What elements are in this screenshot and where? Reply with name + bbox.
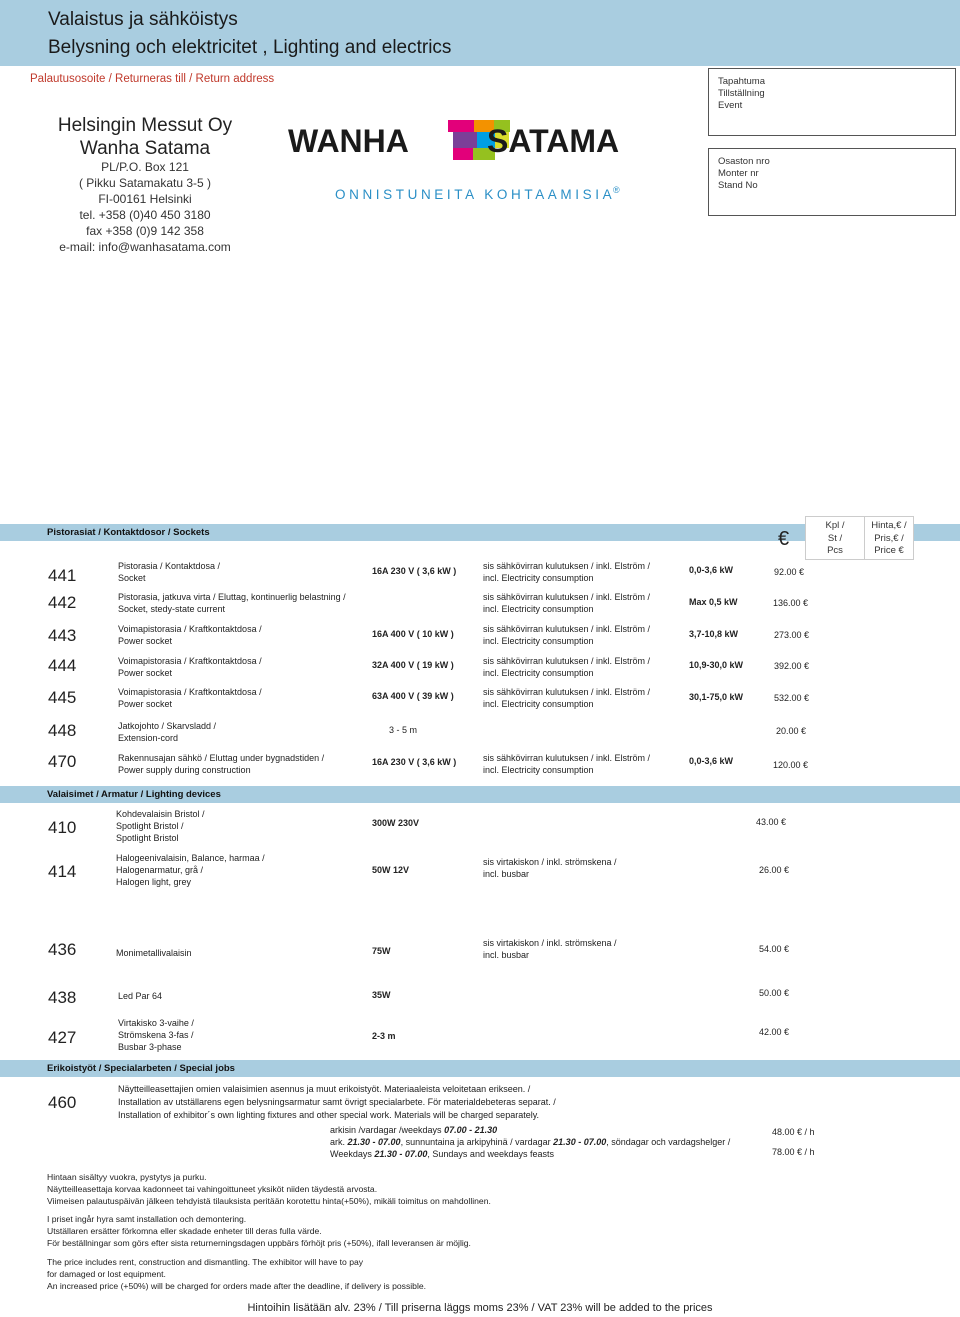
item-price: 42.00 € — [758, 1027, 789, 1037]
item-price: 392.00 € — [773, 661, 809, 671]
item-desc-line1: Kohdevalaisin Bristol / — [116, 809, 205, 819]
special-price-weekday: 48.00 € / h — [772, 1127, 815, 1137]
rate-overtime-b: 21.30 - 07.00 — [347, 1137, 401, 1147]
address-po-box: PL/P.O. Box 121 — [101, 160, 189, 174]
stand-label-en: Stand No — [718, 179, 758, 191]
item-consumption-line1: sis sähkövirran kulutuksen / inkl. Elström / — [483, 687, 651, 697]
item-desc-line2: Power socket — [118, 699, 173, 709]
item-desc-line3: Halogen light, grey — [116, 877, 192, 887]
rate-overtime-e: , söndagar och vardagshelger / — [606, 1137, 731, 1147]
item-consumption-line2: incl. Electricity consumption — [483, 668, 594, 678]
event-field[interactable] — [708, 68, 956, 136]
item-number: 427 — [48, 1028, 77, 1047]
address-fax: fax +358 (0)9 142 358 — [86, 224, 204, 238]
rate-overtime-d: 21.30 - 07.00 — [553, 1137, 607, 1147]
item-number: 443 — [48, 626, 77, 645]
item-spec: 16A 230 V ( 3,6 kW ) — [372, 566, 457, 576]
address-city: FI-00161 Helsinki — [98, 192, 192, 206]
item-consumption-line2: incl. Electricity consumption — [483, 604, 594, 614]
item-spec: 63A 400 V ( 39 kW ) — [372, 691, 454, 701]
special-section-title: Erikoistyöt / Specialarbeten / Special jobs — [47, 1063, 235, 1074]
item-price: 532.00 € — [773, 693, 809, 703]
item-desc-line1: Pistorasia / Kontaktdosa / — [118, 561, 221, 571]
item-spec: 2-3 m — [372, 1031, 396, 1041]
item-desc-line2: Extension-cord — [118, 733, 179, 743]
note-en-3: An increased price (+50%) will be charged for orders made after the deadline, if delivery is possible. — [47, 1281, 427, 1291]
item-spec: 35W — [372, 990, 391, 1000]
item-desc-line2: Power socket — [118, 668, 173, 678]
note-en-2: for damaged or lost equipment. — [47, 1269, 166, 1279]
price-header-sv: Pris,€ / — [874, 532, 904, 544]
event-label-en: Event — [718, 99, 743, 111]
item-desc-line3: Spotlight Bristol — [116, 833, 179, 843]
note-sv-2: Utställaren ersätter förkomna eller skadade enheter till deras fulla värde. — [47, 1226, 322, 1236]
item-desc-line1: Voimapistorasia / Kraftkontaktdosa / — [118, 656, 262, 666]
item-desc-line1: Pistorasia, jatkuva virta / Eluttag, kontinuerlig belastning / — [118, 592, 346, 602]
item-consumption-line1: sis virtakiskon / inkl. strömskena / — [483, 857, 617, 867]
item-number: 445 — [48, 688, 77, 707]
item-desc-line2: Socket, stedy-state current — [118, 604, 226, 614]
item-price: 26.00 € — [758, 865, 789, 875]
item-spec: 50W 12V — [372, 865, 410, 875]
item-spec: 300W 230V — [372, 818, 420, 828]
item-power: 30,1-75,0 kW — [689, 692, 744, 702]
item-consumption-line1: sis virtakiskon / inkl. strömskena / — [483, 938, 617, 948]
logo-wordmark-right: SATAMA — [487, 123, 620, 159]
item-number: 444 — [48, 656, 77, 675]
euro-column-header: € — [778, 528, 790, 550]
item-number: 470 — [48, 752, 77, 771]
item-price: 54.00 € — [758, 944, 789, 954]
special-desc-en: Installation of exhibitor´s own lighting fixtures and other special work. Materials will be charged separately. — [118, 1110, 540, 1120]
rate-weekday-label: arkisin /vardagar /weekdays — [330, 1125, 445, 1135]
item-desc-line1: Virtakisko 3-vaihe / — [118, 1018, 194, 1028]
item-desc-line1: Monimetallivalaisin — [116, 948, 192, 958]
item-number: 448 — [48, 721, 77, 740]
special-section-bar — [0, 1060, 960, 1077]
item-desc-line1: Voimapistorasia / Kraftkontaktdosa / — [118, 687, 262, 697]
qty-header-en: Pcs — [827, 545, 843, 556]
item-consumption-line2: incl. busbar — [483, 950, 530, 960]
item-desc-line1: Led Par 64 — [118, 991, 163, 1001]
item-price: 136.00 € — [772, 598, 808, 608]
stand-label-fi: Osaston nro — [718, 156, 770, 167]
item-desc-line3: Busbar 3-phase — [118, 1042, 182, 1052]
page-title-line1: Valaistus ja sähköistys — [48, 9, 238, 30]
special-rate-weekday — [330, 1124, 497, 1137]
item-consumption-line1: sis sähkövirran kulutuksen / inkl. Elström / — [483, 624, 651, 634]
note-fi-2: Näytteilleasettaja korvaa kadonneet tai vahingoittuneet yksiköt niiden täydestä arvosta. — [47, 1184, 378, 1194]
logo-registered-mark: ® — [613, 185, 620, 195]
logo-tagline: ONNISTUNEITA KOHTAAMISIA — [335, 187, 616, 202]
item-number: 460 — [48, 1093, 77, 1112]
item-number: 441 — [48, 566, 77, 585]
event-label-sv: Tillställning — [718, 87, 765, 99]
item-consumption-line2: incl. Electricity consumption — [483, 636, 594, 646]
item-price: 43.00 € — [755, 817, 786, 827]
wanha-satama-logo — [285, 120, 670, 210]
price-header-fi: Hinta,€ / — [871, 520, 907, 531]
item-consumption-line1: sis sähkövirran kulutuksen / inkl. Elström / — [483, 656, 651, 666]
address-email: e-mail: info@wanhasatama.com — [59, 240, 231, 254]
item-consumption-line2: incl. Electricity consumption — [483, 699, 594, 709]
special-price-overtime: 78.00 € / h — [772, 1147, 815, 1157]
item-spec: 3 - 5 m — [389, 725, 418, 735]
address-tel: tel. +358 (0)40 450 3180 — [79, 208, 211, 222]
item-desc-line1: Halogeenivalaisin, Balance, harmaa / — [116, 853, 265, 863]
item-desc-line2: Strömskena 3-fas / — [118, 1030, 194, 1040]
qty-column-header — [805, 516, 865, 560]
item-price: 273.00 € — [773, 630, 809, 640]
page-title-line2: Belysning och elektricitet , Lighting and electrics — [48, 37, 452, 58]
item-power: 3,7-10,8 kW — [689, 629, 739, 639]
item-number: 438 — [48, 988, 77, 1007]
item-price: 120.00 € — [772, 760, 808, 770]
item-number: 414 — [48, 862, 77, 881]
item-consumption-line1: sis sähkövirran kulutuksen / inkl. Elström / — [483, 561, 651, 571]
item-consumption-line1: sis sähkövirran kulutuksen / inkl. Elström / — [483, 592, 651, 602]
item-price: 50.00 € — [758, 988, 789, 998]
rate-weekday-hours: 07.00 - 21.30 — [444, 1125, 498, 1135]
item-desc-line1: Voimapistorasia / Kraftkontaktdosa / — [118, 624, 262, 634]
special-desc-fi: Näytteilleasettajien omien valaisimien asennus ja muut erikoistyöt. Materiaaleista veloitetaan erikseen. / — [118, 1084, 531, 1094]
note-fi-1: Hintaan sisältyy vuokra, pystytys ja purku. — [47, 1172, 207, 1182]
lighting-section-bar — [0, 786, 960, 803]
special-desc-sv: Installation av utställarens egen belysningsarmatur samt övrigt specialarbete. För materialdebeteras separat. / — [118, 1097, 556, 1107]
note-fi-3: Viimeisen palautuspäivän jälkeen tehdyistä tilauksista peritään korotettu hinta(+50%), mikäli toimitus on mahdollinen. — [47, 1196, 491, 1206]
stand-label-sv: Monter nr — [718, 167, 759, 179]
logo-wordmark-left: WANHA — [288, 123, 409, 159]
qty-header-fi: Kpl / — [825, 520, 845, 531]
item-desc-line2: Power socket — [118, 636, 173, 646]
special-rate-weekend — [330, 1148, 554, 1161]
item-power: 0,0-3,6 kW — [689, 756, 734, 766]
item-consumption-line2: incl. Electricity consumption — [483, 765, 594, 775]
item-number: 410 — [48, 818, 77, 837]
rate-overtime-a: ark. — [330, 1137, 348, 1147]
item-spec: 75W — [372, 946, 391, 956]
item-price: 92.00 € — [773, 567, 804, 577]
item-consumption-line2: incl. busbar — [483, 869, 530, 879]
item-desc-line2: Halogenarmatur, grå / — [116, 865, 204, 875]
item-number: 442 — [48, 593, 77, 612]
sockets-section-title: Pistorasiat / Kontaktdosor / Sockets — [47, 527, 210, 538]
price-column-header — [864, 516, 914, 560]
item-number: 436 — [48, 940, 77, 959]
item-spec: 32A 400 V ( 19 kW ) — [372, 660, 454, 670]
note-sv-1: I priset ingår hyra samt installation och demontering. — [47, 1214, 247, 1224]
note-en-1: The price includes rent, construction and dismantling. The exhibitor will have to pay — [47, 1257, 364, 1267]
special-rate-overtime — [330, 1136, 730, 1149]
lighting-section-title: Valaisimet / Armatur / Lighting devices — [47, 789, 221, 800]
item-consumption-line2: incl. Electricity consumption — [483, 573, 594, 583]
address-company: Helsingin Messut Oy — [57, 115, 233, 136]
item-spec: 16A 230 V ( 3,6 kW ) — [372, 757, 457, 767]
item-desc-line1: Jatkojohto / Skarvsladd / — [118, 721, 217, 731]
price-header-en: Price € — [874, 545, 904, 556]
rate-weekend-a: Weekdays — [330, 1149, 375, 1159]
item-power: Max 0,5 kW — [689, 597, 738, 607]
address-street: ( Pikku Satamakatu 3-5 ) — [78, 176, 212, 190]
vat-footer: Hintoihin lisätään alv. 23% / Till priserna läggs moms 23% / VAT 23% will be added to the prices — [247, 1302, 713, 1314]
item-consumption-line1: sis sähkövirran kulutuksen / inkl. Elström / — [483, 753, 651, 763]
item-desc-line2: Spotlight Bristol / — [116, 821, 184, 831]
qty-header-sv: St / — [827, 532, 843, 544]
note-sv-3: För beställningar som görs efter sista returnerningsdagen uppbärs förhöjt pris (+50%), ifall leveransen är möjlig. — [47, 1238, 471, 1248]
return-address-label: Palautusosoite / Returneras till / Return address — [30, 73, 275, 85]
item-power: 10,9-30,0 kW — [689, 660, 744, 670]
item-desc-line2: Socket — [118, 573, 146, 583]
event-label-fi: Tapahtuma — [718, 76, 766, 87]
item-desc-line1: Rakennusajan sähkö / Eluttag under bygnadstiden / — [118, 753, 325, 763]
stand-number-field[interactable] — [708, 148, 956, 216]
item-power: 0,0-3,6 kW — [689, 565, 734, 575]
rate-weekend-b: 21.30 - 07.00 — [374, 1149, 428, 1159]
item-price: 20.00 € — [775, 726, 806, 736]
address-name: Wanha Satama — [79, 138, 211, 159]
rate-overtime-c: , sunnuntaina ja arkipyhinä / vardagar — [400, 1137, 554, 1147]
item-spec: 16A 400 V ( 10 kW ) — [372, 629, 454, 639]
rate-weekend-c: , Sundays and weekdays feasts — [427, 1149, 554, 1159]
item-desc-line2: Power supply during construction — [118, 765, 251, 775]
